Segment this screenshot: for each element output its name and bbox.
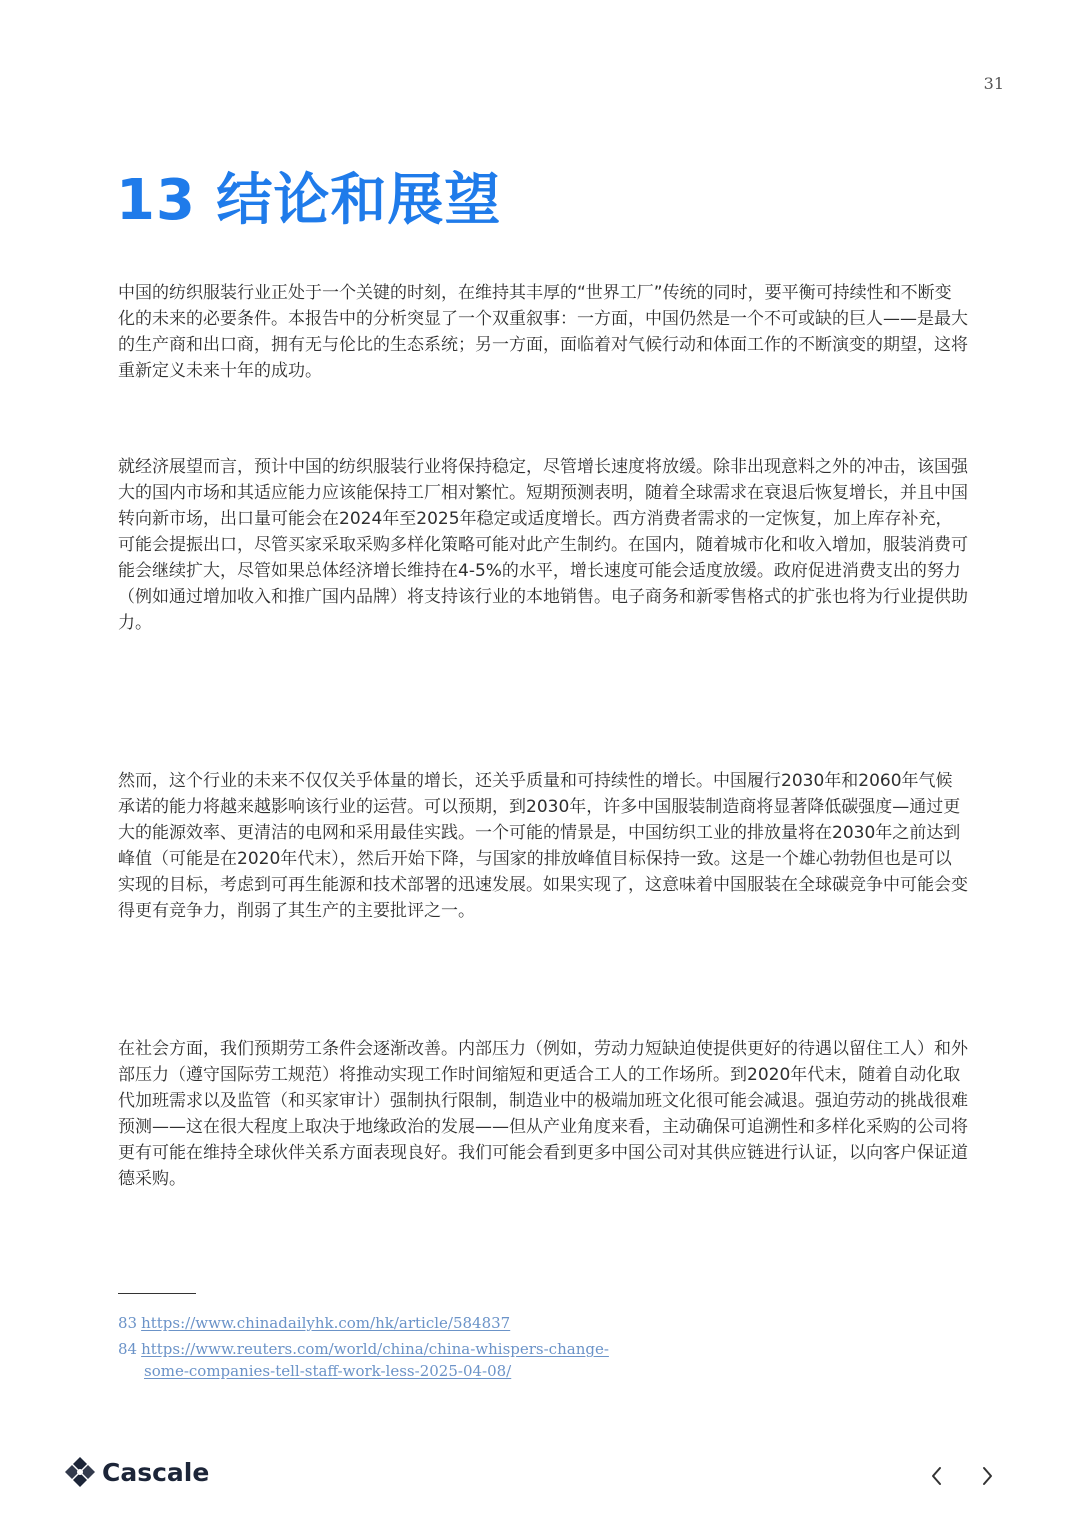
footnote-link[interactable]: https://www.chinadailyhk.com/hk/article/584837 [141,1314,511,1332]
page-number: 31 [983,74,1004,93]
page-title: 13 结论和展望 [116,168,502,233]
chevron-right-icon [981,1465,995,1487]
footnote-link[interactable]: https://www.reuters.com/world/china/china-whispers-change- [141,1340,609,1358]
footnote-number: 84 [118,1340,138,1358]
previous-page-button[interactable] [924,1460,948,1492]
body-paragraph: 然而，这个行业的未来不仅仅关乎体量的增长，还关乎质量和可持续性的增长。中国履行2030年和2060年气候承诺的能力将越来越影响该行业的运营。可以预期，到2030年，许多中国服装制造商将显著降低碳强度—通过更大的能源效率、更清洁的电网和采用最佳实践。一个可能的情景是，中国纺织工业的排放量将在2030年之前达到峰值（可能是在2020年代末），然后开始下降，与国家的排放峰值目标保持一致。这是一个雄心勃勃但也是可以实现的目标，考虑到可再生能源和技术部署的迅速发展。如果实现了，这意味着中国服装在全球碳竞争中可能会变得更有竞争力，削弱了其生产的主要批评之一。 [118,771,968,921]
body-paragraph: 中国的纺织服装行业正处于一个关键的时刻，在维持其丰厚的“世界工厂”传统的同时，要平衡可持续性和不断变化的未来的必要条件。本报告中的分析突显了一个双重叙事：一方面，中国仍然是一个不可或缺的巨人——是最大的生产商和出口商，拥有无与伦比的生态系统；另一方面，面临着对气候行动和体面工作的不断演变的期望，这将重新定义未来十年的成功。 [118,283,968,381]
footnotes [118,1312,818,1386]
footnote-divider [118,1293,196,1294]
footnote-84 [118,1338,818,1382]
next-page-button[interactable] [976,1460,1000,1492]
brand-logo [64,1456,209,1488]
footnote-link-continued[interactable]: some-companies-tell-staff-work-less-2025-04-08/ [144,1362,512,1380]
footnote-83 [118,1312,818,1334]
body-paragraph: 就经济展望而言，预计中国的纺织服装行业将保持稳定，尽管增长速度将放缓。除非出现意料之外的冲击，该国强大的国内市场和其适应能力应该能保持工厂相对繁忙。短期预测表明，随着全球需求在衰退后恢复增长，并且中国转向新市场，出口量可能会在2024年至2025年稳定或适度增长。西方消费者需求的一定恢复，加上库存补充，可能会提振出口，尽管买家采取采购多样化策略可能对此产生制约。在国内，随着城市化和收入增加，服装消费可能会继续扩大，尽管如果总体经济增长维持在4-5%的水平，增长速度可能会适度放缓。政府促进消费支出的努力（例如通过增加收入和推广国内品牌）将支持该行业的本地销售。电子商务和新零售格式的扩张也将为行业提供助力。 [118,457,968,633]
brand-name: Cascale [102,1457,210,1487]
cascale-logo-icon [64,1456,96,1488]
page-navigation [924,1460,1000,1492]
chevron-left-icon [929,1465,943,1487]
footnote-number: 83 [118,1314,138,1332]
body-paragraph: 在社会方面，我们预期劳工条件会逐渐改善。内部压力（例如，劳动力短缺迫使提供更好的待遇以留住工人）和外部压力（遵守国际劳工规范）将推动实现工作时间缩短和更适合工人的工作场所。到2020年代末，随着自动化取代加班需求以及监管（和买家审计）强制执行限制，制造业中的极端加班文化很可能会减退。强迫劳动的挑战很难预测——这在很大程度上取决于地缘政治的发展——但从产业角度来看，主动确保可追溯性和多样化采购的公司将更有可能在维持全球伙伴关系方面表现良好。我们可能会看到更多中国公司对其供应链进行认证，以向客户保证道德采购。 [118,1039,968,1189]
